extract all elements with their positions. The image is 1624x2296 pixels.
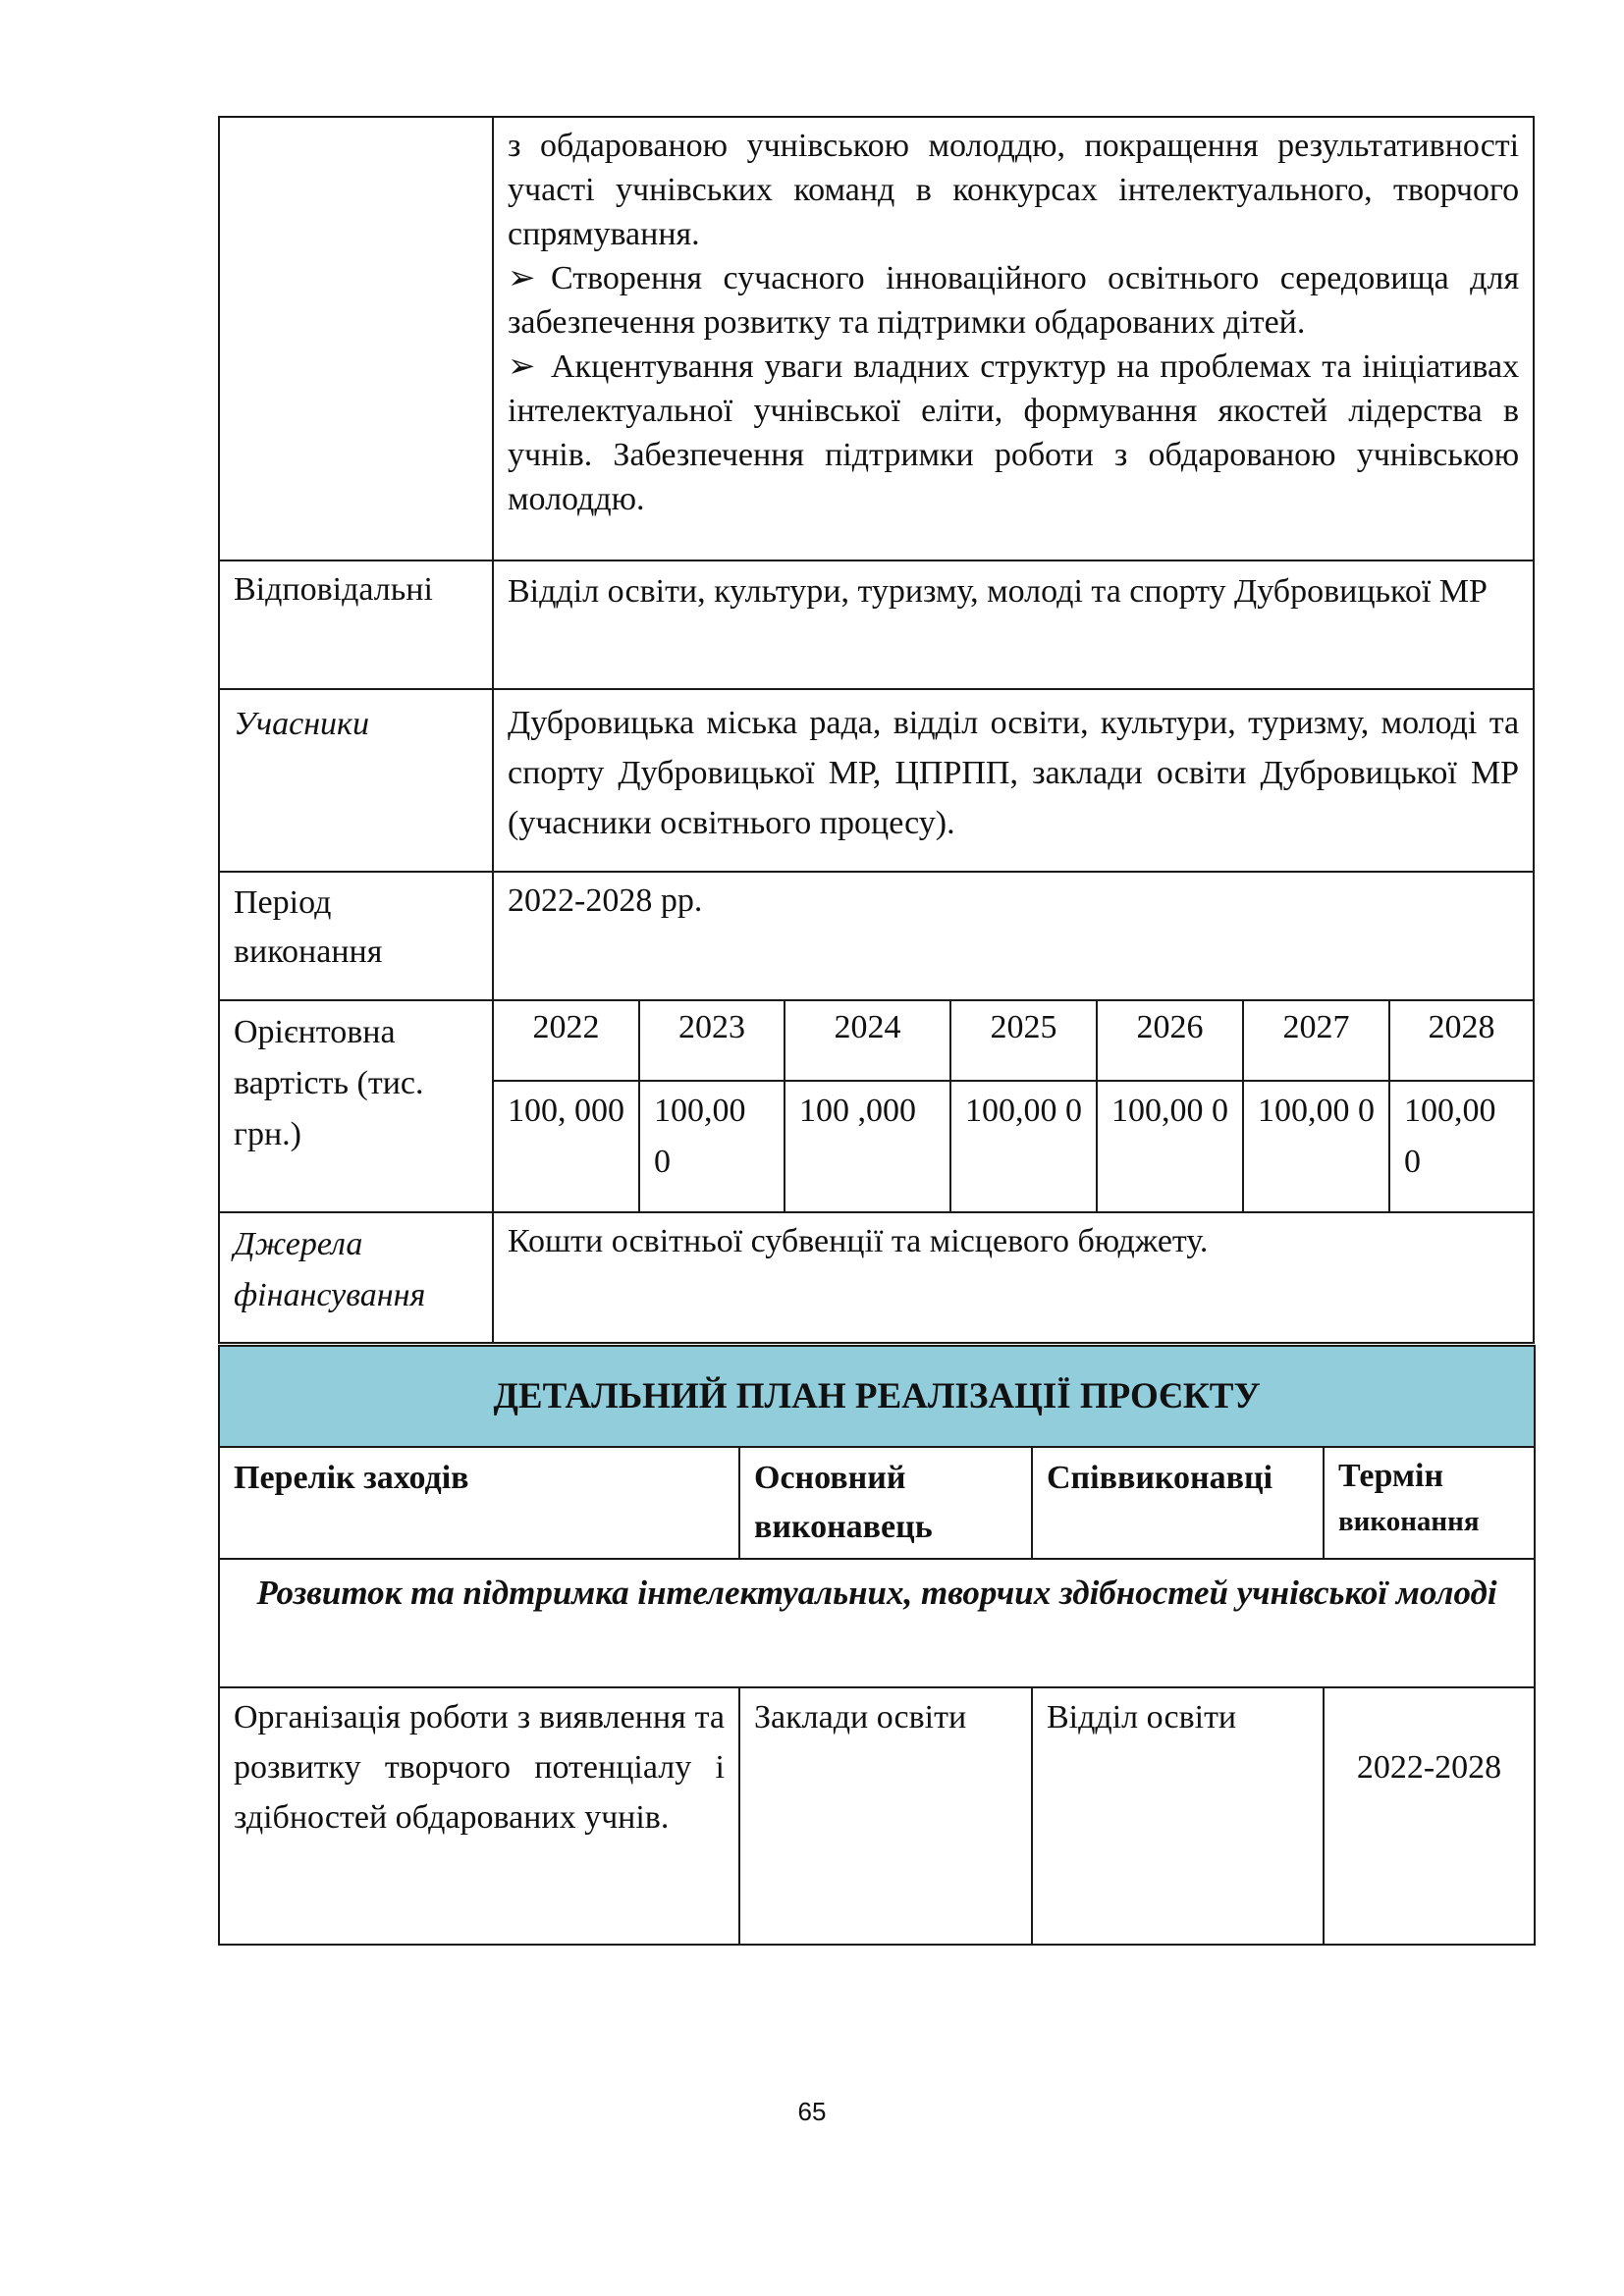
funding-row: [219, 1212, 1534, 1343]
header-term-line2: виконання: [1338, 1506, 1480, 1537]
header-measures: Перелік заходів: [219, 1447, 739, 1559]
responsible-row: [219, 561, 1534, 689]
bullet-text-2: Акцентування уваги владних структур на проблемах та ініціативах інтелектуальної учнівської еліти, формування якостей лідерства в учнів. Забезпечення підтримки роботи з обдарованою учнівською молоддю.: [508, 348, 1520, 517]
cost-years-row: [219, 1000, 1534, 1081]
page-number: 65: [797, 2097, 827, 2126]
continuation-cell: [493, 117, 1534, 561]
year-cell: 2025: [950, 1000, 1097, 1081]
cost-value-cell: 100,00 0: [1097, 1081, 1243, 1212]
cost-value-cell: 100, 000: [493, 1081, 639, 1212]
header-term-line1: Термін: [1338, 1458, 1444, 1494]
participants-row: [219, 689, 1534, 872]
project-passport-table: [218, 116, 1535, 1344]
cost-value-cell: 100,00 0: [1243, 1081, 1389, 1212]
funding-label: Джерела фінансування: [219, 1212, 493, 1343]
cost-value-cell: 100,00 0: [950, 1081, 1097, 1212]
arrow-bullet-icon: ➢: [508, 260, 536, 296]
bullet-item-2: [508, 345, 1519, 521]
plan-title-row: [219, 1346, 1535, 1447]
arrow-bullet-icon: ➢: [508, 348, 536, 385]
participants-label: Учасники: [219, 689, 493, 872]
cost-label: Орієнтовна вартість (тис. грн.): [219, 1000, 493, 1212]
year-cell: 2027: [1243, 1000, 1389, 1081]
header-term: [1324, 1447, 1535, 1559]
year-cell: 2028: [1389, 1000, 1534, 1081]
main-executor-cell: Заклади освіти: [739, 1687, 1032, 1945]
funding-value: Кошти освітньої субвенції та місцевого бюджету.: [493, 1212, 1534, 1343]
term-cell: 2022-2028: [1324, 1687, 1535, 1945]
responsible-label: Відповідальні: [219, 561, 493, 689]
continuation-row: [219, 117, 1534, 561]
detailed-plan-table: [218, 1345, 1536, 1946]
cost-value-cell: 100 ,000: [785, 1081, 950, 1212]
bullet-text-1: Створення сучасного інноваційного освітнього середовища для забезпечення розвитку та підтримки обдарованих дітей.: [508, 260, 1520, 341]
responsible-value: Відділ освіти, культури, туризму, молоді та спорту Дубровицької МР: [493, 561, 1534, 689]
cost-value-cell: 100,00 0: [1389, 1081, 1534, 1212]
measure-cell: Організація роботи з виявлення та розвитку творчого потенціалу і здібностей обдарованих учнів.: [219, 1687, 739, 1945]
period-value: 2022-2028 рр.: [493, 872, 1534, 1000]
plan-section-row: [219, 1559, 1535, 1687]
year-cell: 2023: [639, 1000, 785, 1081]
header-co-executors: Співвиконавці: [1032, 1447, 1324, 1559]
cost-value-cell: 100,00 0: [639, 1081, 785, 1212]
year-cell: 2026: [1097, 1000, 1243, 1081]
section-title: Розвиток та підтримка інтелектуальних, творчих здібностей учнівської молоді: [219, 1559, 1535, 1687]
plan-title: ДЕТАЛЬНИЙ ПЛАН РЕАЛІЗАЦІЇ ПРОЄКТУ: [219, 1346, 1535, 1447]
participants-value: Дубровицька міська рада, відділ освіти, культури, туризму, молоді та спорту Дубровицької МР, ЦПРПП, заклади освіти Дубровицької МР (учасники освітнього процесу).: [493, 689, 1534, 872]
header-main-executor: Основний виконавець: [739, 1447, 1032, 1559]
continuation-text: з обдарованою учнівською молоддю, покращення результативності участі учнівських команд в конкурсах інтелектуального, творчого спрямування.: [508, 128, 1520, 252]
table-row: [219, 1687, 1535, 1945]
plan-header-row: [219, 1447, 1535, 1559]
co-executors-cell: Відділ освіти: [1032, 1687, 1324, 1945]
empty-label-cell: [219, 117, 493, 561]
period-row: [219, 872, 1534, 1000]
year-cell: 2024: [785, 1000, 950, 1081]
period-label: Період виконання: [219, 872, 493, 1000]
year-cell: 2022: [493, 1000, 639, 1081]
bullet-item-1: [508, 256, 1519, 345]
